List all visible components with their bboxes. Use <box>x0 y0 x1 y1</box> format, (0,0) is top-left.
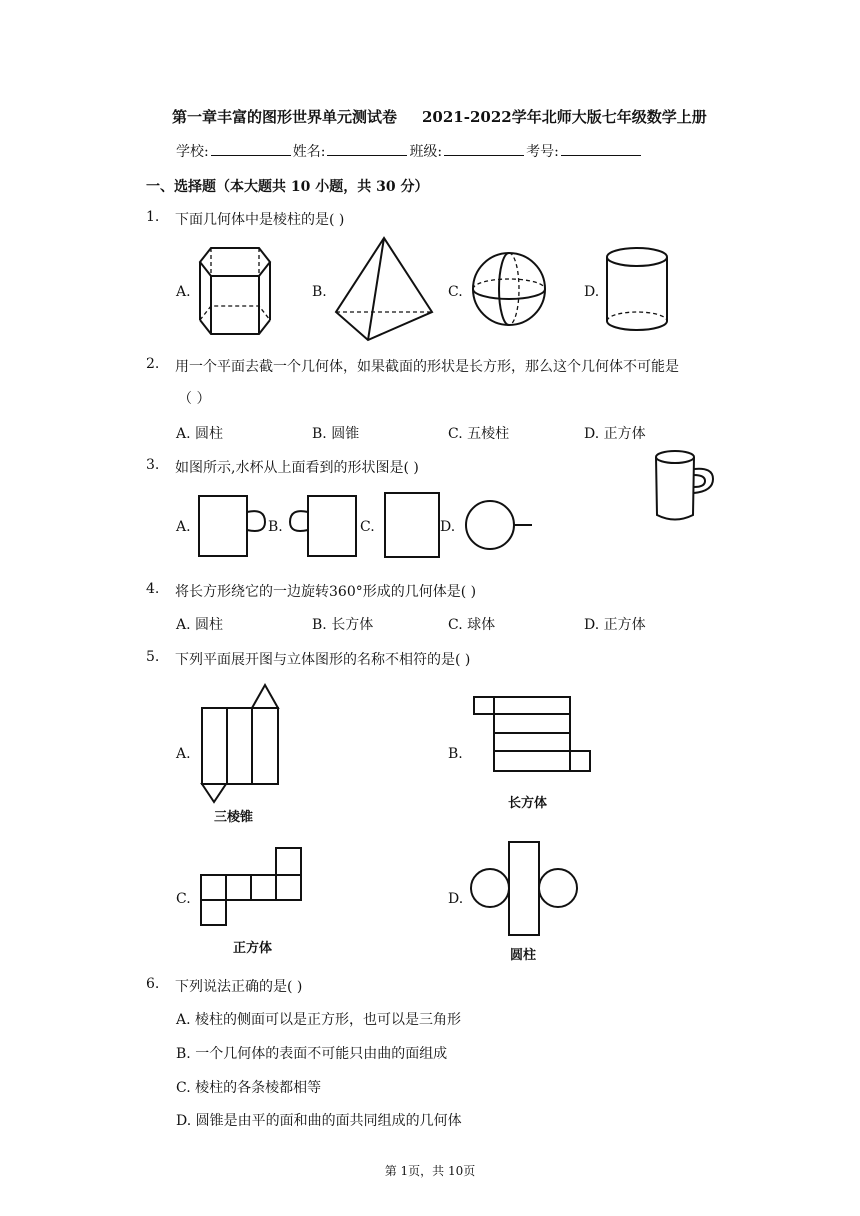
net-cube-figure <box>198 846 308 931</box>
q3-option-c[interactable]: C. <box>360 519 375 535</box>
exam-title: 第一章丰富的图形世界单元测试卷 <box>172 108 398 126</box>
q1-option-c[interactable]: C. <box>448 284 463 300</box>
q4-option-d[interactable]: D. 正方体 <box>584 617 646 633</box>
net-cylinder-figure <box>469 840 584 940</box>
hexagonal-prism-figure <box>198 242 278 342</box>
field-examno-label: 考号: <box>526 144 559 160</box>
q6-option-a[interactable]: A. 棱柱的侧面可以是正方形，也可以是三角形 <box>176 1012 462 1028</box>
q3-view-a-figure <box>197 494 272 564</box>
q3-view-c-figure <box>383 491 443 561</box>
page-footer: 第 1页，共 10页 <box>384 1164 476 1178</box>
q1-text: 下面几何体中是棱柱的是( ) <box>175 212 345 228</box>
q2-option-d[interactable]: D. 正方体 <box>584 426 646 442</box>
q6-option-b[interactable]: B. 一个几何体的表面不可能只由曲的面组成 <box>176 1046 448 1062</box>
q4-text: 将长方形绕它的一边旋转360°形成的几何体是( ) <box>175 584 477 600</box>
q6-text: 下列说法正确的是( ) <box>175 979 303 995</box>
q2-option-a[interactable]: A. 圆柱 <box>176 426 224 442</box>
field-school-label: 学校: <box>176 144 209 160</box>
q5-caption-a: 三棱锥 <box>214 810 254 825</box>
field-name-blank[interactable] <box>327 143 407 156</box>
q6-option-d[interactable]: D. 圆锥是由平的面和曲的面共同组成的几何体 <box>176 1113 462 1129</box>
q5-caption-d: 圆柱 <box>510 948 537 963</box>
section-title: 一、选择题（本大题共 10 小题，共 30 分） <box>146 179 429 195</box>
net-cuboid-figure <box>472 694 602 779</box>
q3-view-d-figure <box>462 495 547 555</box>
q5-caption-c: 正方体 <box>233 941 273 956</box>
field-class-label: 班级: <box>409 144 443 160</box>
q3-number: 3. <box>146 457 160 473</box>
q1-option-b[interactable]: B. <box>312 284 327 300</box>
q6-option-c[interactable]: C. 棱柱的各条棱都相等 <box>176 1080 322 1096</box>
q1-option-a[interactable]: A. <box>176 284 191 300</box>
q5-option-b[interactable]: B. <box>448 746 463 762</box>
info-fields <box>176 141 643 161</box>
q6-number: 6. <box>146 976 160 992</box>
triangular-pyramid-figure <box>334 236 444 346</box>
q2-option-c[interactable]: C. 五棱柱 <box>448 426 510 442</box>
net-triangular-figure <box>196 682 286 807</box>
field-school-blank[interactable] <box>211 143 291 156</box>
exam-subtitle: 2021-2022学年北师大版七年级数学上册 <box>422 108 707 126</box>
cylinder-figure <box>605 245 675 340</box>
q2-text: 用一个平面去截一个几何体，如果截面的形状是长方形，那么这个几何体不可能是 <box>175 359 679 375</box>
q2-number: 2. <box>146 356 160 372</box>
field-class-blank[interactable] <box>444 143 524 156</box>
q2-option-b[interactable]: B. 圆锥 <box>312 426 360 442</box>
q5-option-c[interactable]: C. <box>176 891 191 907</box>
q3-view-b-figure <box>288 494 363 564</box>
q1-option-d[interactable]: D. <box>584 284 600 300</box>
q3-text: 如图所示,水杯从上面看到的形状图是( ) <box>175 460 419 476</box>
q5-number: 5. <box>146 649 160 665</box>
q4-option-c[interactable]: C. 球体 <box>448 617 496 633</box>
q3-option-b[interactable]: B. <box>268 519 283 535</box>
field-examno-blank[interactable] <box>561 143 641 156</box>
q5-option-d[interactable]: D. <box>448 891 464 907</box>
field-name-label: 姓名: <box>292 144 326 160</box>
q4-option-a[interactable]: A. 圆柱 <box>176 617 224 633</box>
q1-number: 1. <box>146 209 160 225</box>
q2-answer-paren: （ ） <box>178 391 211 407</box>
q4-option-b[interactable]: B. 长方体 <box>312 617 374 633</box>
q5-option-a[interactable]: A. <box>176 746 191 762</box>
q4-number: 4. <box>146 581 160 597</box>
mug-figure <box>655 449 725 524</box>
q3-option-a[interactable]: A. <box>176 519 191 535</box>
sphere-figure <box>471 250 551 330</box>
q5-caption-b: 长方体 <box>508 796 548 811</box>
q5-text: 下列平面展开图与立体图形的名称不相符的是( ) <box>175 652 471 668</box>
q3-option-d[interactable]: D. <box>440 519 456 535</box>
